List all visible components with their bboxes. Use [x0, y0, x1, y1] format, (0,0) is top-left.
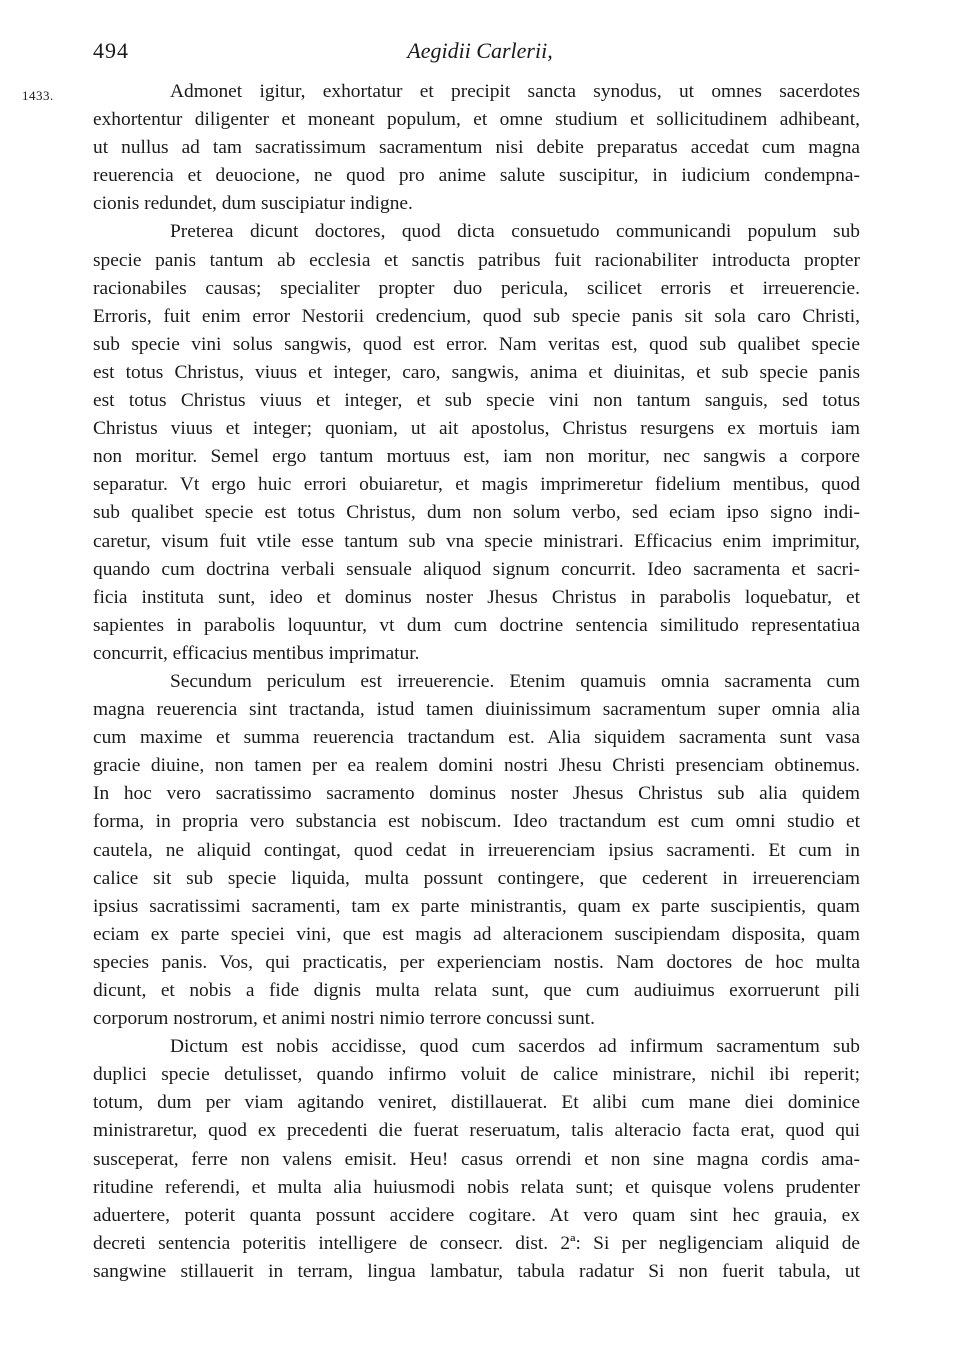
margin-year-note: 1433. — [22, 88, 54, 103]
text-line: caretur, visum fuit vtile esse tantum sub vna specie ministrari. Efficacius enim imprimitur, — [93, 530, 860, 552]
text-line: In hoc vero sacratissimo sacramento dominus noster Jhesus Christus sub alia quidem — [93, 783, 860, 805]
text-line: quando cum doctrina verbali sensuale aliquod signum concurrit. Ideo sacramenta et sacri- — [93, 558, 860, 580]
text-line: non moritur. Semel ergo tantum mortuus est, iam non moritur, nec sangwis a corpore — [93, 446, 860, 468]
paragraph — [93, 668, 860, 1033]
text-line: dicunt, et nobis a fide dignis multa relata sunt, que cum audiuimus exorruerunt pili — [93, 980, 860, 1001]
text-line: sangwine stillauerit in terram, lingua lambatur, tabula radatur Si non fuerit tabula, ut — [93, 1260, 860, 1282]
text-line: est totus Christus viuus et integer, et sub specie vini non tantum sanguis, sed totus — [93, 390, 860, 412]
text-line: Christus viuus et integer; quoniam, ut ait apostolus, Christus resurgens ex mortuis iam — [93, 418, 860, 440]
text-line: cautela, ne aliquid contingat, quod cedat in irreuerenciam ipsius sacramenti. Et cum in — [93, 839, 860, 861]
text-line: corporum nostrorum, et animi nostri nimio terrore concussi sunt. — [93, 1008, 595, 1030]
text-line: species panis. Vos, qui practicatis, per experienciam nostis. Nam doctores de hoc multa — [93, 951, 860, 973]
running-title: Aegidii Carlerii, — [407, 38, 553, 63]
text-line: ut nullus ad tam sacratissimum sacramentum nisi debite preparatus accedat cum magna — [93, 137, 860, 159]
text-line: Admonet igitur, exhortatur et precipit sancta synodus, ut omnes sacerdotes — [170, 81, 860, 102]
paragraph — [93, 218, 860, 668]
text-line: gracie diuine, non tamen per ea realem domini nostri Jhesu Christi presenciam obtinemus. — [93, 755, 860, 777]
page-number: 494 — [93, 38, 129, 63]
text-line: sapientes in parabolis loquuntur, vt dum cum doctrine sentencia similitudo representatiua — [93, 614, 860, 636]
text-line: calice sit sub specie liquida, multa possunt contingere, que cederent in irreuerenciam — [93, 867, 860, 889]
text-line: Erroris, fuit enim error Nestorii credencium, quod sub specie panis sit sola caro Christi, — [93, 305, 860, 327]
text-line: aduertere, poterit quanta possunt accidere cogitare. At vero quam sint hec grauia, ex — [93, 1204, 860, 1226]
text-line: cionis redundet, dum suscipiatur indigne. — [93, 193, 413, 215]
text-line: decreti sentencia poteritis intelligere de consecr. dist. 2ª: Si per negligenciam aliquid de — [93, 1232, 860, 1254]
text-line: cum maxime et summa reuerencia tractandum est. Alia siquidem sacramenta sunt vasa — [93, 727, 860, 749]
text-line: totum, dum per viam agitando veniret, distillauerat. Et alibi cum mane diei dominice — [93, 1092, 860, 1114]
text-line: separatur. Vt ergo huic errori obuiaretur, et magis imprimeretur fidelium mentibus, quod — [93, 474, 860, 496]
text-line: eciam ex parte speciei vini, que est magis ad alteracionem suscipiendam disposita, quam — [93, 923, 860, 945]
text-line: ipsius sacratissimi sacramenti, tam ex parte ministrantis, quam ex parte suscipientis, quam — [93, 895, 860, 917]
paragraph — [93, 78, 860, 218]
text-line: forma, in propria vero substancia est nobiscum. Ideo tractandum est cum omni studio et — [93, 811, 860, 833]
text-line: racionabiles causas; specialiter propter duo pericula, scilicet erroris et irreuerencie. — [93, 277, 860, 299]
text-line: duplici specie detulisset, quando infirmo voluit de calice ministrare, nichil ibi reperit; — [93, 1064, 860, 1086]
text-line: sub specie vini solus sangwis, quod est error. Nam veritas est, quod sub qualibet specie — [93, 333, 860, 355]
text-line: Secundum periculum est irreuerencie. Etenim quamuis omnia sacramenta cum — [170, 670, 860, 692]
text-line: exhortentur diligenter et moneant populum, et omne studium et sollicitudinem adhibeant, — [93, 109, 860, 131]
text-line: ministraretur, quod ex precedenti die fuerat reseruatum, talis alteracio facta erat, quod qui — [93, 1120, 860, 1142]
text-line: susceperat, ferre non valens emisit. Heu! casus orrendi et non sine magna cordis ama- — [93, 1148, 860, 1170]
text-line: magna reuerencia sint tractanda, istud tamen diuinissimum sacramentum super omnia alia — [93, 699, 860, 721]
text-line: ficia instituta sunt, ideo et dominus noster Jhesus Christus in parabolis loquebatur, et — [93, 586, 860, 608]
text-line: specie panis tantum ab ecclesia et sanctis patribus fuit racionabiliter introducta propter — [93, 249, 860, 271]
text-line: Preterea dicunt doctores, quod dicta consuetudo communicandi populum sub — [170, 221, 860, 243]
text-line: Dictum est nobis accidisse, quod cum sacerdos ad infirmum sacramentum sub — [170, 1036, 860, 1058]
text-line: concurrit, efficacius mentibus imprimatur. — [93, 642, 420, 664]
text-line: est totus Christus, viuus et integer, caro, sangwis, anima et diuinitas, et sub specie panis — [93, 361, 860, 383]
body-text — [93, 78, 860, 1286]
text-line: reuerencia et deuocione, ne quod pro anime salute suscipitur, in iudicium condempna- — [93, 165, 860, 187]
paragraph — [93, 1033, 860, 1286]
text-line: ritudine referendi, et multa alia huiusmodi nobis relata sunt; et quisque volens prudenter — [93, 1176, 860, 1198]
text-line: sub qualibet specie est totus Christus, dum non solum verbo, sed eciam ipso signo indi- — [93, 502, 860, 524]
